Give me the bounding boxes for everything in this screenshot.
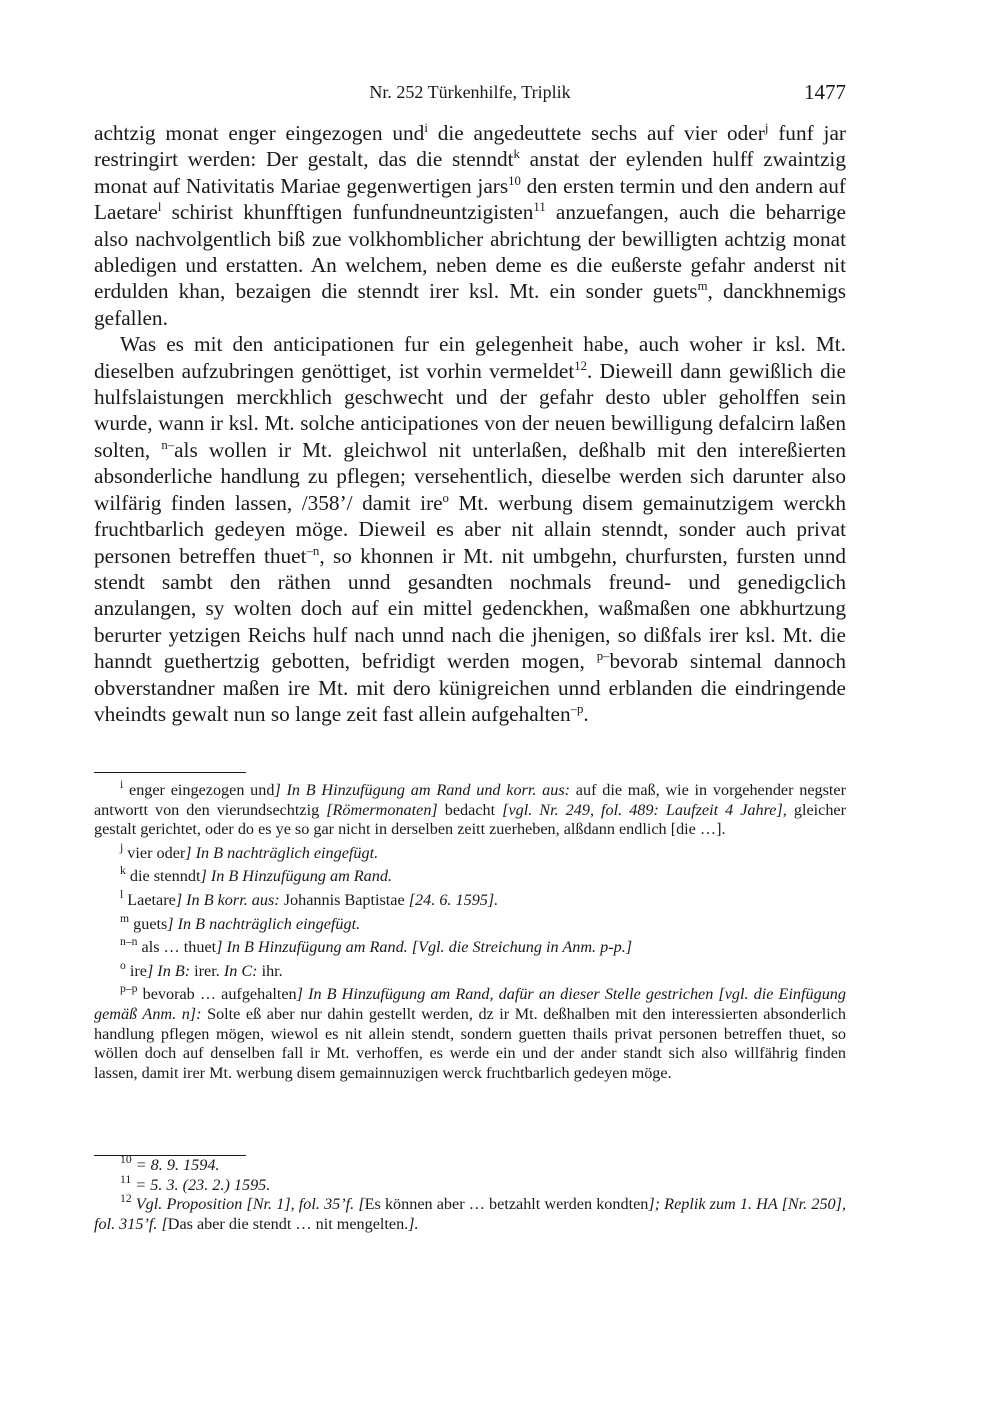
text-run: irer. — [190, 961, 224, 980]
editorial-text: ] In B nachträglich eingefügt. — [167, 914, 361, 933]
text-run: . — [583, 701, 589, 726]
text-run: enger eingezogen und — [123, 781, 275, 799]
note-marker: m — [697, 279, 708, 294]
text-run: bedacht — [437, 800, 503, 819]
editorial-text: ] In B Hinzufügung am Rand, dafür an dieser Stelle gestrichen [vgl. die Einfügung gemäß Anm. n]: — [94, 985, 846, 1023]
editorial-text: [vgl. Nr. 249, fol. 489: Laufzeit 4 Jahre] — [502, 800, 783, 819]
text-run: anstat der eylenden hulff zwaintzig monat auf Nativitatis Mariae gegenwertigen jars — [94, 147, 846, 198]
footnote — [94, 911, 846, 935]
text-run: Johannis Baptistae — [279, 890, 409, 909]
footnote-rule — [94, 772, 246, 773]
footnote — [94, 982, 846, 1083]
editorial-text: ] In B Hinzufügung am Rand. — [200, 867, 393, 886]
note-marker: 11 — [533, 200, 546, 215]
note-marker: m — [120, 911, 130, 925]
footnote — [94, 840, 846, 864]
text-run: die stenndt — [125, 867, 201, 886]
note-marker: n– — [161, 437, 175, 452]
note-marker: j — [120, 840, 124, 854]
note-marker: i — [120, 777, 124, 791]
paragraph — [94, 120, 846, 331]
note-marker: o — [120, 958, 126, 972]
critical-apparatus — [94, 777, 846, 1087]
text-run: , so khonnen ir Mt. nit umbgehn, churfursten, fursten unnd stendt sambt den räthen unnd gesandten nochmals freund- und genedigclich anzulangen, sy wolten doch auf ein mittel gedenckhen, waßmaßen one abkhurtzung berurter yetzigen Reichs hulf nach unnd nach die jhenigen, so dißfals irer ksl. Mt. die hanndt guethertzig gebotten, befridigt werden mogen, — [94, 543, 846, 674]
editorial-text: ]; Replik zum 1. HA [Nr. 250], fol. 315’f. [ — [94, 1195, 846, 1233]
text-run: den ersten termin und den andern auf Laetare — [94, 173, 847, 225]
note-marker: –n — [306, 543, 320, 558]
editorial-text: Vgl. Proposition [Nr. 1], fol. 35’f. [ — [131, 1195, 365, 1214]
note-marker: n–n — [120, 934, 138, 948]
editorial-text: ]. — [408, 1214, 419, 1233]
editorial-text: [Römermonaten] — [326, 800, 438, 819]
note-marker: o — [442, 490, 449, 505]
text-run: auf die maß, wie in vorgehender negster antwortt von den vierundsechtzig — [94, 781, 846, 819]
note-marker: 10 — [508, 173, 521, 188]
text-run: als … thuet — [137, 938, 217, 957]
note-marker: –p — [570, 702, 584, 717]
footnote — [94, 1172, 846, 1196]
footnote — [94, 1152, 846, 1176]
editorial-text: [24. 6. 1595]. — [408, 890, 499, 909]
footnote — [94, 864, 846, 887]
editorial-text: = 8. 9. 1594. — [131, 1156, 220, 1174]
note-marker: p–p — [120, 982, 138, 996]
note-marker: l — [157, 200, 162, 215]
text-run: die angedeuttete sechs auf vier oder — [427, 121, 765, 145]
text-run: schirist khunfftigen funfundneuntzigisten — [161, 200, 534, 225]
footnote — [94, 958, 846, 982]
main-text — [94, 120, 846, 727]
note-marker: k — [513, 147, 520, 162]
text-run: bevorab sintemal dannoch obverstandner maßen ire Mt. mit dero künigreichen unnd erblanden die eindringende vheindts gewalt nun so lange zeit fast allein aufgehalten — [94, 649, 847, 726]
footnote — [94, 1191, 846, 1234]
factual-notes — [94, 1152, 846, 1234]
text-run: ihr. — [257, 961, 283, 980]
note-marker: l — [120, 887, 124, 901]
footnote — [94, 934, 846, 958]
footnote — [94, 777, 846, 840]
text-run: vier oder — [123, 843, 186, 862]
text-run: Mt. werbung disem gemainutzigem werckh fruchtbarlich gedeyen möge. Dieweil es aber nit allain stenndt, sonder auch privat personen betreffen thuet — [94, 490, 846, 568]
note-marker: 10 — [120, 1152, 132, 1166]
editorial-text: = 5. 3. (23. 2.) 1595. — [131, 1175, 271, 1194]
editorial-text: ] In B Hinzufügung am Rand und korr. aus: — [274, 781, 571, 799]
page-number: 1477 — [804, 80, 846, 104]
footnote — [94, 887, 846, 911]
text-run: anzuefangen, auch die beharrige also nachvolgentlich biß zue volkhomblicher abrichtung der bewilligten achtzig monat abledigen und erstatten. An welchem, neben deme es die eußerste gefahr anderst nit erdulden khan, bezaigen die stenndt irer ksl. Mt. ein sonder guets — [94, 200, 846, 304]
editorial-text: ] In B Hinzufügung am Rand. [Vgl. die Streichung in Anm. p-p.] — [216, 938, 633, 957]
note-marker: 12 — [120, 1191, 132, 1205]
text-run: guets — [129, 914, 168, 933]
editorial-text: ] In B: — [146, 961, 191, 980]
text-run: Laetare — [123, 890, 176, 909]
editorial-text: In C: — [223, 961, 258, 980]
note-marker: p– — [596, 649, 610, 664]
paragraph — [94, 331, 846, 727]
text-run: bevorab … aufgehalten — [137, 985, 297, 1004]
text-run: Es können aber … betzahlt werden kondten — [364, 1195, 649, 1214]
text-run: Das aber die stendt … nit mengelten. — [167, 1214, 409, 1233]
note-marker: 11 — [120, 1172, 132, 1186]
running-header — [94, 80, 846, 108]
editorial-text: ] In B korr. aus: — [175, 890, 280, 909]
text-run: ire — [125, 961, 147, 980]
text-run: achtzig monat enger eingezogen und — [94, 121, 425, 145]
note-marker: 12 — [574, 358, 588, 373]
text-run: als wollen ir Mt. gleichwol nit unterlaßen, deßhalb mit den intereßierten absonderliche handlung zu pflegen; versehentlich, dieselbe werden sich darunter also wilfärig finden lassen, /358’/ damit ire — [94, 437, 846, 515]
running-title: Nr. 252 Türkenhilfe, Triplik — [369, 82, 571, 102]
note-marker: j — [764, 121, 769, 136]
text-run: funf jar restringirt werden: Der gestalt, das die stenndt — [94, 121, 847, 172]
text-run: Was es mit den anticipationen fur ein gelegenheit habe, auch woher ir ksl. Mt. dieselben aufzubringen genöttiget, ist vorhin vermeldet — [94, 332, 846, 383]
text-run: . Dieweill dann gewißlich die hulfslaistungen merckhlich geschwecht und der gefahr desto ubler geholffen sein wurde, wann ir ksl. Mt. solche anticipationes von der neuen bewilligung defalcirn laßen solten, — [94, 358, 846, 462]
editorial-text: ] In B nachträglich eingefügt. — [185, 843, 379, 862]
note-marker: k — [120, 864, 126, 878]
text-run: , danckhnemigs gefallen. — [94, 279, 847, 330]
text-run: , gleicher gestalt gerichtet, oder do es ye so gar nicht in derselben zeitt zuerheben, alßdann endlich [die …]. — [94, 800, 846, 839]
text-run: Solte eß aber nur dahin gestellt werden, dz ir Mt. deßhalben mit den interessierten absonderlich handlung pflegen mögen, wiewol es nit allein stendt, sondern guetten thails privat personen betreffen thuet, so wöllen doch auf denselben fall ir Mt. verhoffen, es werde ein und der ander standt sich also willfährig finden lassen, damit irer Mt. werbung disem gemainnuzigen werck fruchtbarlich gedeyen möge. — [94, 1004, 846, 1082]
note-marker: i — [424, 121, 428, 136]
